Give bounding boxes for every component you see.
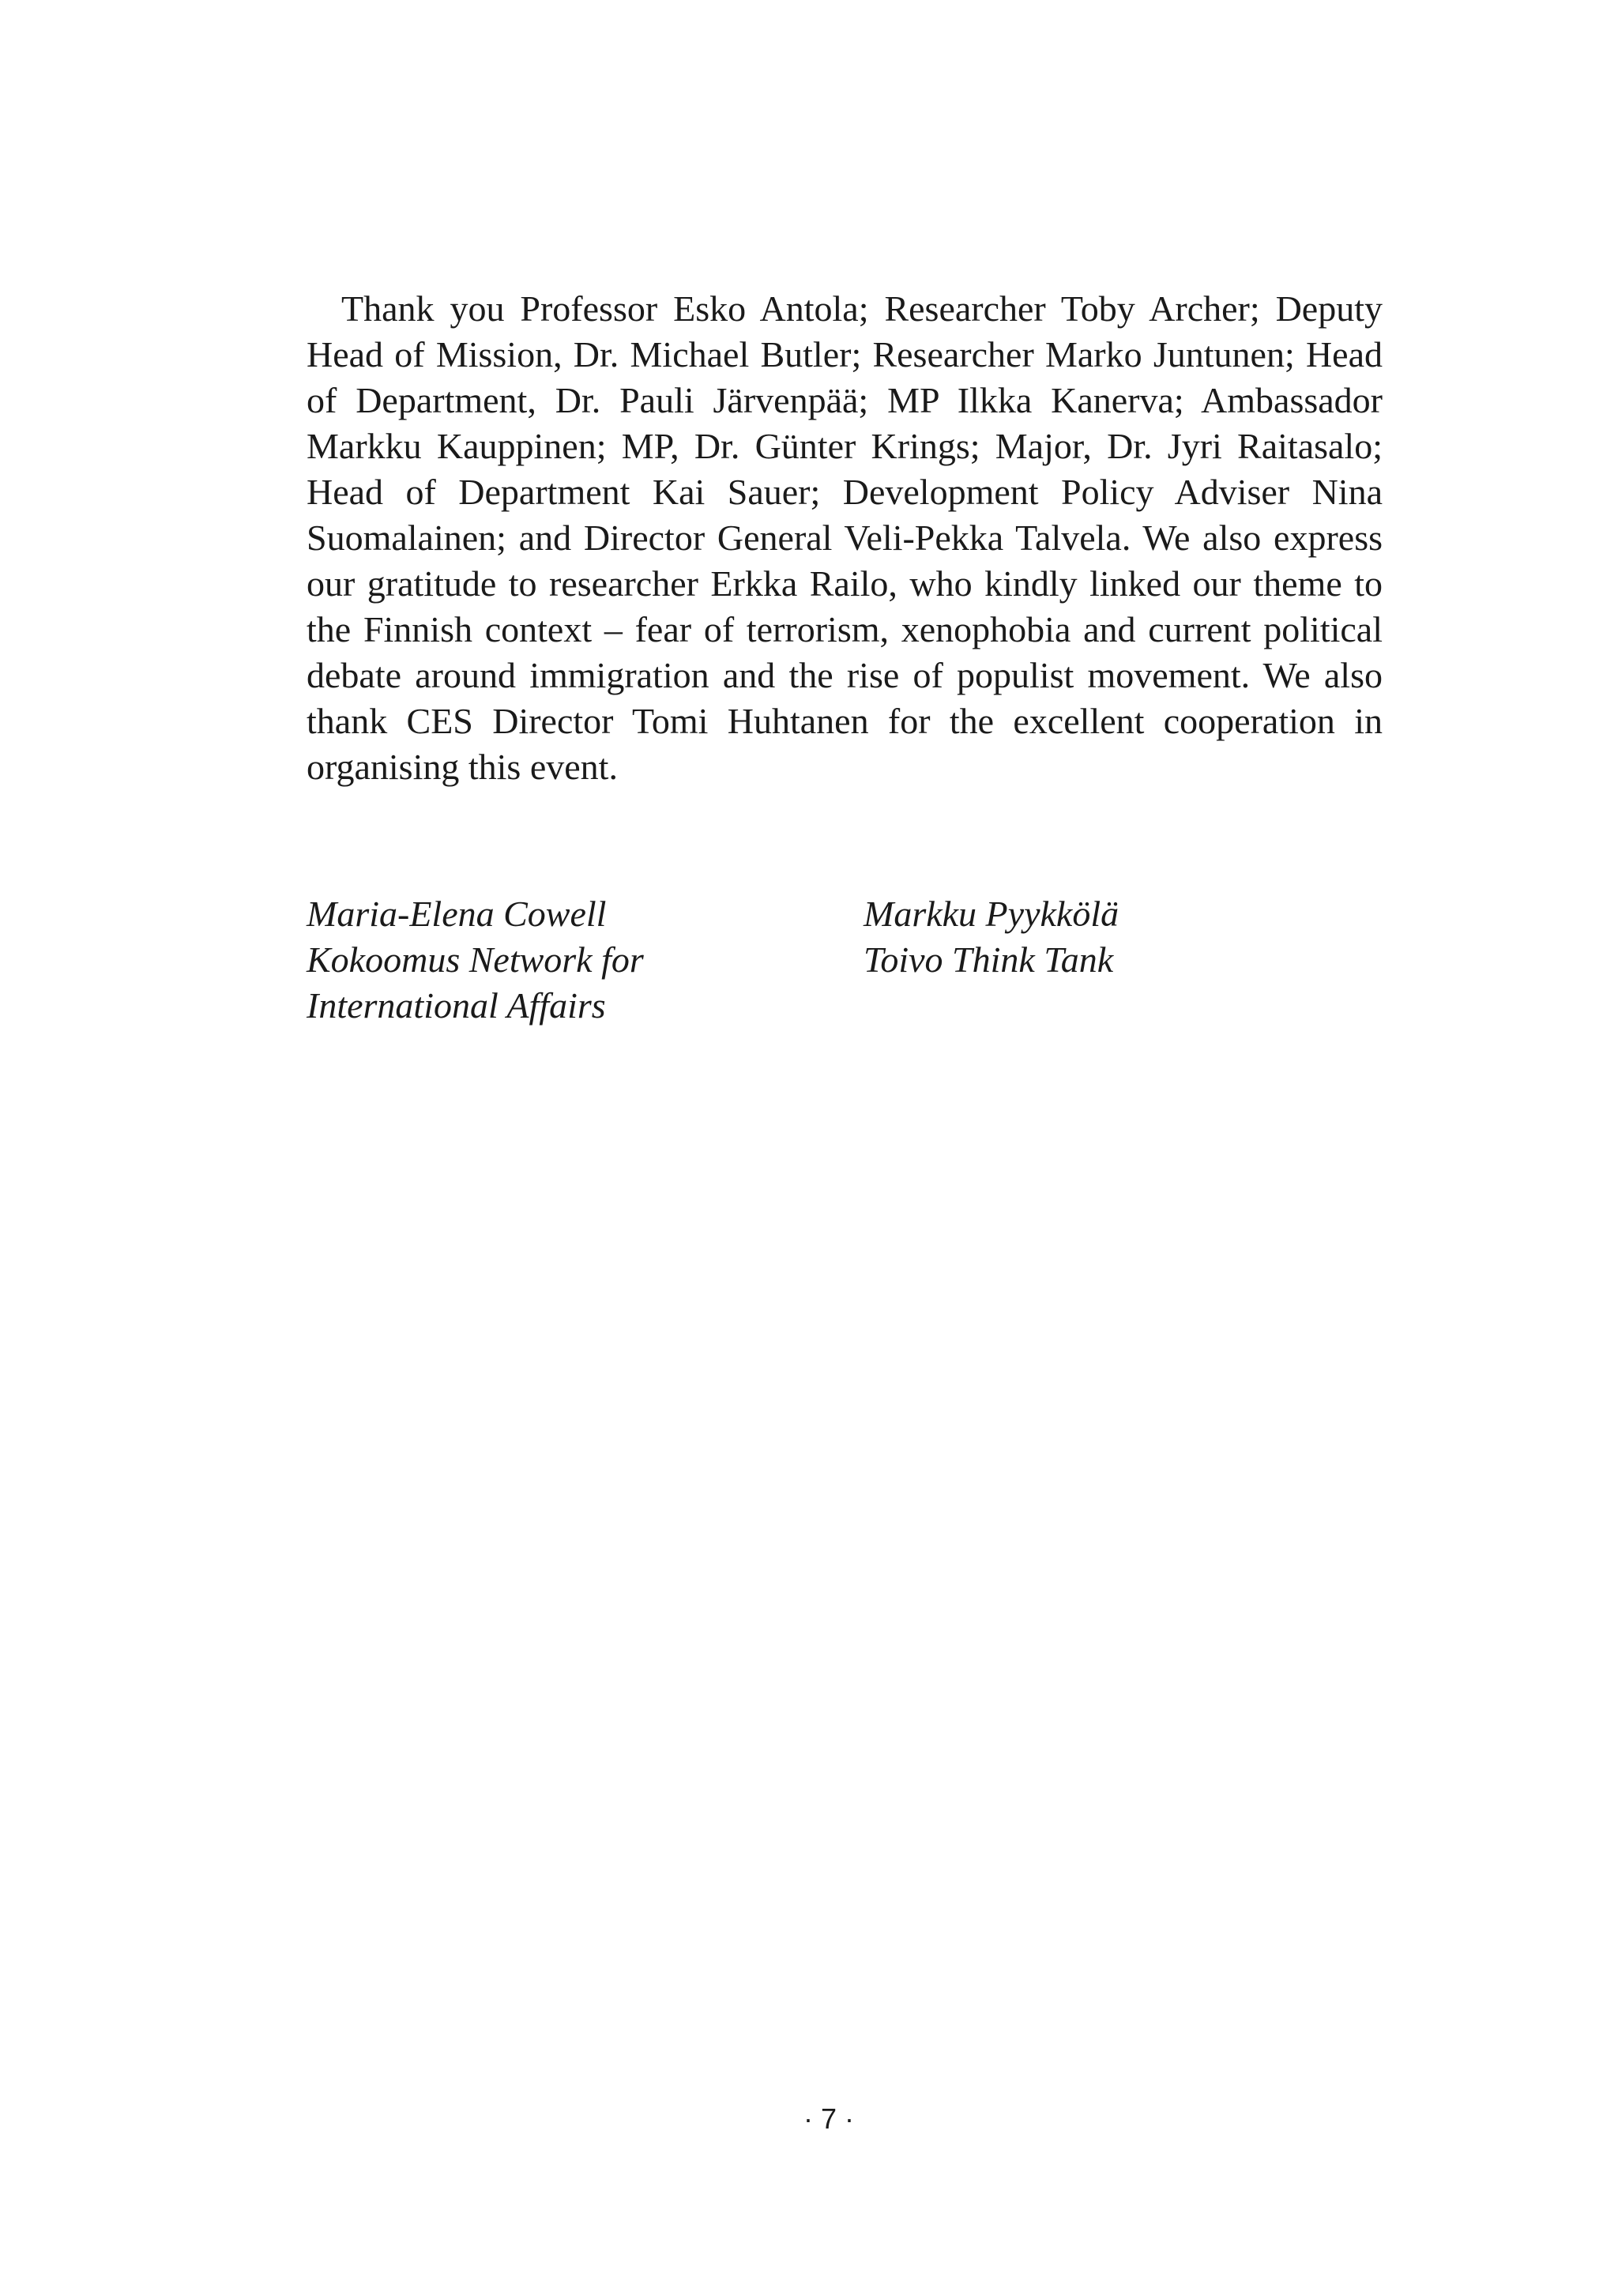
page-number: · 7 · — [803, 2102, 854, 2135]
acknowledgement-paragraph: Thank you Professor Esko Antola; Researcher Toby Archer; Deputy Head of Mission, Dr. Michael Butler; Researcher Marko Juntunen; Head of Department, Dr. Pauli Järvenpää; MP Ilkka Kanerva; Ambassador Markku Kauppinen; MP, Dr. Günter Krings; Major, Dr. Jyri Raitasalo; Head of Department Kai Sauer; Development Policy Adviser Nina Suomalainen; and Director General Veli-Pekka Talvela. We also express our gratitude to researcher Erkka Railo, who kindly linked our theme to the Finnish context – fear of terrorism, xenophobia and current political debate around immigration and the rise of populist movement. We also thank CES Director Tomi Huhtanen for the excellent cooperation in organising this event. — [307, 288, 1383, 787]
signatory-name: Markku Pyykkölä — [864, 894, 1119, 934]
signatory-organisation: Toivo Think Tank — [864, 939, 1114, 980]
signatory-organisation-continued: International Affairs — [307, 985, 606, 1026]
signatory-name: Maria-Elena Cowell — [307, 894, 607, 934]
signature-block-right — [864, 891, 1369, 983]
signatory-organisation: Kokoomus Network for — [307, 939, 644, 980]
signature-block-left — [307, 891, 812, 1029]
